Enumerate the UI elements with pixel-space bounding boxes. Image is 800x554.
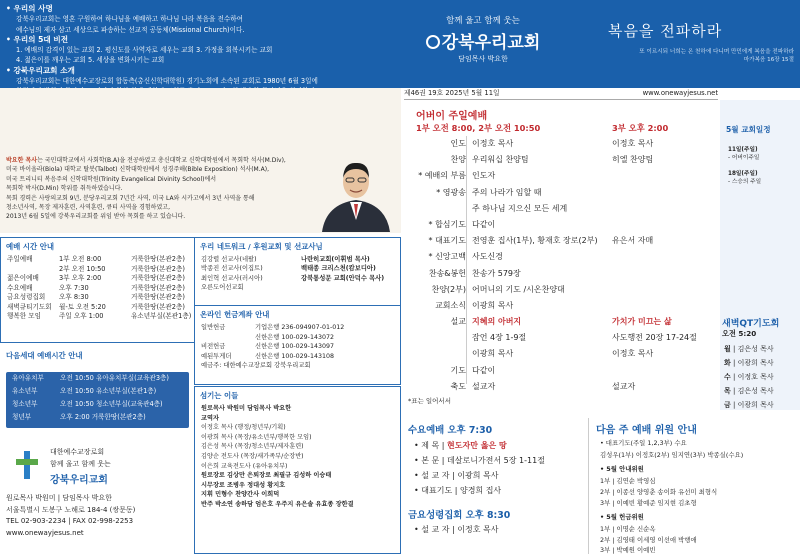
order-value: 전영훈 집사(1부), 황재호 장로(2부)	[472, 236, 598, 246]
address-line: TEL 02-903-2234 | FAX 02-998-2253	[6, 517, 134, 525]
cross-icon	[16, 451, 38, 479]
qt-day: 목	[724, 387, 731, 395]
order-row	[408, 136, 718, 152]
section-divider	[588, 418, 589, 554]
order-label: 찬양	[450, 155, 466, 165]
schedule-name: 행복한 모임	[7, 312, 41, 320]
order-value: 우리워십 찬양팀	[472, 155, 529, 165]
pastor-photo	[312, 154, 400, 232]
nextgen-time: 오전 10:50	[60, 374, 94, 382]
address-line: 원로목사 박원미 | 담임목사 박요한	[6, 494, 112, 502]
offering-account: 236-094907-01-012	[281, 324, 345, 331]
wednesday-sermon-title: 현도자만 옳은 땅	[447, 441, 507, 450]
monthly-title: 5월 교회일정	[726, 125, 771, 134]
minister-row: 이광희 목사 (목장/유소년부/행복한 모임)	[201, 433, 312, 441]
order-value: 주의 나라가 임할 때	[472, 187, 542, 197]
next-week-line: 2부 | 이종선 양영춘 송이화 유선미 최형식	[600, 488, 718, 496]
order-value: 이광희 목사	[472, 349, 514, 359]
order-label: 교회소식	[435, 300, 466, 310]
wednesday-row: • 제 목 | 현도자만 옳은 땅	[414, 441, 507, 450]
wednesday-label: • 설 교 자	[414, 471, 450, 480]
order-label: 기도	[450, 365, 466, 375]
network-item: 박종진 선교사(이집트)	[201, 265, 263, 273]
next-week-title: 다음 주 예배 위원 안내	[596, 425, 697, 436]
minister-row: 교역자	[201, 414, 219, 422]
worship-order	[408, 136, 718, 395]
order-value: 이광희 목사	[472, 300, 514, 310]
schedule-row	[1, 303, 197, 313]
nextgen-schedule	[6, 372, 189, 428]
order-row	[408, 282, 718, 298]
order-value-3rd: 이정호 목사	[612, 139, 654, 148]
nextgen-name: 유소년부	[12, 387, 38, 395]
network-row	[195, 264, 400, 273]
website-link[interactable]: www.onewayjesus.net	[642, 89, 718, 97]
minister-row: 원로장로 김상만 은퇴장로 최필규 김성하 이승태	[201, 472, 332, 480]
ministers-box	[194, 386, 401, 554]
offering-category: 비전헌금	[201, 343, 226, 350]
offering-holder: 예금주: 대한예수교장로회 강북우리교회	[201, 362, 311, 369]
pastor-line: 미국 트리니티 복음주의 신학대학원(Trinity Evangelical Divinity School)에서	[6, 175, 217, 183]
mission-line: 예수님의 제자 삼고 세상으로 파송하는 선교적 공동체(Missional Church)이다.	[16, 25, 245, 34]
schedule-place: 거룩한땅(본관2층)	[131, 264, 185, 273]
next-week-line: 김성우(1부) 이정호(2부) 임지연(3부) 박종실(수요)	[600, 451, 744, 459]
order-value: 이정호 목사	[472, 139, 514, 148]
order-value: 찬송가 579장	[472, 268, 521, 278]
offering-title: 온라인 헌금계좌 안내	[200, 310, 270, 319]
order-label: 찬양(2부)	[431, 284, 466, 294]
network-item: 김강렬 선교사(네팔)	[201, 256, 257, 263]
monthly-item	[728, 170, 761, 186]
next-week-line: 3부 | 이예빈 황예준 임지현 김초형	[600, 499, 697, 507]
network-row	[195, 255, 400, 264]
order-label: 찬송&봉헌	[428, 268, 466, 278]
pastor-line: 미국 바이올라(Biola) 대학교 탈봇(Talbot) 신학대학원에서 성경주해(Bible Exposition) 석사(M.A),	[6, 166, 269, 174]
offering-row	[195, 333, 400, 343]
qt-row: 금 | 이광희 목사	[724, 401, 774, 409]
intro-title: • 강북우리교회 소개	[6, 65, 75, 75]
offering-row	[195, 323, 400, 333]
monthly-text: - 스승의 주일	[728, 179, 762, 185]
wednesday-row: • 대표기도 | 양경희 집사	[414, 486, 502, 495]
qt-name: 김은성 목사	[737, 387, 774, 395]
minister-row: 반주 박소연 송하담 엄은호 우주지 유은솔 유효종 장한결	[201, 500, 354, 508]
qt-row: 수 | 이정호 목사	[724, 373, 774, 381]
next-week-line: • 5월 안내위원	[600, 465, 644, 473]
schedule-place: 거룩한땅(본관2층)	[131, 302, 185, 311]
nextgen-name: 유아유치부	[12, 374, 44, 382]
next-week-line: 2부 | 김영태 이세영 이선애 박행애	[600, 536, 697, 544]
nextgen-time: 오전 10:50	[60, 387, 94, 395]
gospel-verse	[566, 48, 794, 64]
order-label: * 예배의 부름	[418, 171, 466, 181]
worship-schedule	[0, 237, 198, 343]
order-row	[408, 152, 718, 168]
offering-account: 100-029-143072	[281, 333, 334, 341]
logo-pastor: 담임목사 박요한	[458, 55, 508, 63]
schedule-row	[1, 274, 197, 284]
friday-title: 금요성령집회 오후 8:30	[408, 510, 511, 521]
offering-row	[195, 352, 400, 362]
network-item: 오른도어선교회	[201, 284, 244, 292]
wednesday-value: 데살로니가전서 5장 1-11절	[447, 456, 545, 465]
network-row	[195, 274, 400, 283]
wednesday-row: • 본 문 | 데살로니가전서 5장 1-11절	[414, 456, 545, 465]
network-item: 나란히교회(이휘범 목사)	[301, 256, 370, 263]
schedule-row	[1, 293, 197, 303]
schedule-row	[1, 284, 197, 294]
schedule-row	[1, 312, 197, 322]
pastor-line: 목회 경력은 사랑의교회 9년, 분당우리교회 7년간 사역, 미국 LA와 시카고에서 3년 사역을 통해	[6, 194, 255, 202]
mission-line: 강북우리교회는 영혼 구원하여 하나님을 예배하고 하나님 나라 복음을 전수하여	[16, 15, 243, 24]
minister-row: 이정호 목사 (행정/청년부/기획)	[201, 424, 286, 432]
nextgen-place: 거룩한땅(본관2층)	[91, 413, 146, 421]
gospel-title: 복음을 전파하라	[608, 22, 723, 40]
nextgen-place: 청소년부실(교육관4층)	[95, 400, 163, 408]
pastor-line: 청소년사역, 목장 제자훈련, 사역훈련, 큐티 사역을 경험하였고,	[6, 204, 170, 212]
order-value: 어머니의 기도 /시온찬양대	[472, 284, 565, 294]
next-week-line: 1부 | 김연순 박영심	[600, 477, 656, 485]
friday-value: 이정호 목사	[457, 525, 499, 534]
order-row	[408, 168, 718, 184]
schedule-name: 금요성령집회	[7, 293, 46, 301]
qt-title: 새벽QT기도회	[722, 319, 780, 329]
next-week-line: 1부 | 이명순 신순옥	[600, 525, 656, 533]
schedule-place: 거룩한땅(본관2층)	[131, 255, 185, 263]
worship-col2-head: 3부 오후 2:00	[612, 123, 669, 133]
order-label: * 영광송	[436, 187, 466, 197]
order-row	[408, 249, 718, 265]
network-item: 최인혁 선교사(러시아)	[201, 274, 263, 282]
offering-row	[195, 342, 400, 352]
church-name: 강북우리교회	[50, 475, 108, 486]
pastor-line: 2013년 6월 5일에 강북우리교회를 위임 받아 목회를 하고 있습니다.	[6, 213, 186, 221]
wednesday-row: • 설 교 자 | 이광희 목사	[414, 471, 499, 480]
offering-bank: 기업은행	[255, 324, 280, 331]
sermon-title: 지혜의 아버지	[472, 317, 522, 327]
schedule-title: 예배 시간 안내	[6, 242, 54, 251]
pastor-intro	[6, 156, 306, 222]
minister-row: 원로목사 박원미 담임목사 박요한	[201, 405, 292, 412]
qt-row: 목 | 김은성 목사	[724, 387, 774, 395]
next-week-line: • 대표기도(주일 1,2,3부) 수요	[600, 439, 687, 447]
church-address	[6, 493, 135, 539]
address-line: 서울특별시 도봉구 노해로 184-4 (쌍문동)	[6, 505, 136, 514]
minister-row: 시무장로 조병우 정대성 황지호	[201, 481, 286, 489]
schedule-time: 1부 오전 8:00	[59, 255, 102, 263]
schedule-name: 주일예배	[7, 255, 33, 263]
order-row	[408, 266, 718, 282]
pastor-photo-illustration	[312, 154, 400, 232]
nextgen-time: 오전 10:50	[60, 400, 94, 408]
qt-row: 화 | 이광희 목사	[724, 359, 774, 367]
standing-note: *표는 일어서서	[408, 397, 451, 405]
schedule-place: 거룩한땅(본관2층)	[131, 293, 185, 301]
minister-row: 이은희 교육전도사 (유아유치부)	[201, 462, 288, 470]
schedule-time: 오후 7:30	[59, 283, 89, 292]
issue-bar	[404, 86, 718, 100]
order-label: 축도	[450, 381, 466, 391]
order-label: * 대표기도	[428, 236, 466, 246]
intro-line: 강북우리교회는 대한예수교장로회 합동측(총신신학대학원) 경기노회에 소속된 교회로 1980년 6월 3일에	[16, 77, 318, 86]
schedule-row	[1, 265, 197, 275]
nextgen-row	[6, 411, 189, 424]
vision-line: 1. 예배의 감격이 있는 교회 2. 평신도를 사역자로 세우는 교회 3. 가정을 회복시키는 교회	[16, 46, 273, 55]
schedule-row	[1, 255, 197, 265]
nextgen-name: 청년부	[12, 413, 32, 421]
pastor-line: 목회학 박사(D.Min) 학위를 취득하였습니다.	[6, 185, 123, 193]
wednesday-value: 이광희 목사	[457, 471, 499, 480]
schedule-time: 3부 오후 2:00	[59, 274, 102, 282]
offering-category: 일반헌금	[201, 324, 226, 331]
order-value-3rd: 히엘 찬양팀	[612, 155, 654, 165]
qt-name: 이정호 목사	[737, 373, 774, 381]
schedule-time: 주일 오후 1:00	[59, 312, 104, 320]
offering-bank: 신한은행	[255, 333, 280, 341]
minister-row: 지휘 민형수 찬양간사 이희덕	[201, 491, 280, 499]
schedule-time: 2부 오전 10:50	[59, 264, 106, 273]
nextgen-place: 유아유치부실(교육관3층)	[95, 374, 169, 382]
order-value: 주 하나님 지으신 모든 세계	[472, 203, 568, 213]
network-title: 우리 네트워크 / 후원교회 및 선교사님	[200, 242, 323, 251]
offering-bank: 신한은행	[255, 352, 280, 360]
nextgen-time: 오후 2:00	[60, 413, 90, 421]
qt-name: 이광희 목사	[737, 359, 774, 367]
minister-row: 김은성 목사 (목장/청소년부/제자훈련)	[201, 443, 304, 451]
order-value: 다같이	[472, 219, 496, 229]
sermon-title-3rd: 가치가 미끄는 삶	[612, 317, 672, 327]
friday-label: • 설 교 자	[414, 525, 450, 534]
nextgen-row	[6, 385, 189, 398]
order-row	[408, 201, 718, 217]
schedule-name: 새벽큐티기도회	[7, 302, 52, 311]
schedule-place: 거룩한땅(본관2층)	[131, 274, 185, 282]
order-value: 인도자	[472, 171, 496, 181]
wednesday-label: • 대표기도	[414, 486, 453, 495]
pastor-line	[6, 156, 306, 165]
order-value: 다같이	[472, 365, 496, 375]
order-value-3rd: 사도행전 20장 17-24절	[612, 333, 697, 343]
order-row	[408, 363, 718, 379]
schedule-name: 수요예배	[7, 283, 33, 292]
logo-main-text: 강북우리교회	[441, 33, 541, 53]
next-week-line: 3부 | 박예원 이예빈	[600, 546, 656, 554]
vision-title: • 우리의 5대 비전	[6, 34, 69, 44]
pastor-name: 박요한 목사	[6, 157, 38, 164]
order-row-sermon	[408, 314, 718, 330]
offering-account: 100-029-143097	[281, 343, 334, 350]
qt-box	[722, 316, 779, 339]
church-denomination: 대한예수교장로회	[50, 448, 105, 456]
schedule-time: 월-토 오전 5:20	[59, 302, 106, 311]
worship-col1-head: 1부 오전 8:00, 2부 오전 10:50	[416, 123, 541, 133]
nextgen-row	[6, 398, 189, 411]
vision-line: 4. 젊은이를 깨우는 교회 5. 세상을 변화시키는 교회	[16, 56, 165, 65]
order-row	[408, 330, 718, 346]
issue-number: 제46권 19호 2025년 5월 11일	[404, 89, 500, 97]
verse-ref: 마가복음 16장 15절	[743, 57, 794, 63]
monthly-date: 11일(주일)	[728, 147, 758, 153]
website-link[interactable]: www.onewayjesus.net	[6, 528, 84, 537]
network-item: 백태종 크리스천(캄보디아)	[301, 265, 376, 273]
ministers-title: 섬기는 이들	[200, 391, 239, 400]
order-row	[408, 185, 718, 201]
nextgen-place: 유소년부실(본관1층)	[95, 387, 157, 395]
order-value-3rd: 이정호 목사	[612, 349, 654, 359]
wednesday-title: 수요예배 오후 7:30	[408, 425, 493, 436]
qt-row: 월 | 김은성 목사	[724, 345, 774, 353]
wednesday-label: • 제 목	[414, 441, 440, 450]
qt-name: 이광희 목사	[737, 401, 774, 409]
offering-account: 100-029-143108	[281, 352, 334, 360]
network-item: 강북통성문 교회(안덕수 목사)	[301, 274, 385, 282]
qt-day: 월	[724, 345, 731, 353]
friday-row: • 설 교 자 | 이정호 목사	[414, 525, 499, 534]
qt-time: 오전 5:20	[722, 329, 757, 338]
order-label: * 합심기도	[428, 219, 466, 229]
order-value: 사도신경	[472, 252, 503, 262]
order-row	[408, 346, 718, 362]
order-row	[408, 217, 718, 233]
wednesday-value: 양경희 집사	[459, 486, 502, 495]
logo-name	[408, 28, 558, 53]
wednesday-label: • 본 문	[414, 456, 440, 465]
schedule-time: 오후 8:30	[59, 293, 89, 301]
order-value-3rd: 유은서 자매	[612, 236, 654, 246]
order-label: * 신앙고백	[428, 252, 466, 262]
order-value-3rd: 설교자	[612, 381, 636, 391]
offering-bank: 신한은행	[255, 343, 280, 350]
offering-box	[194, 305, 401, 385]
order-row	[408, 379, 718, 395]
nextgen-row	[6, 372, 189, 385]
nextgen-title: 다음세대 예배시간 안내	[6, 351, 83, 360]
church-logo	[408, 14, 558, 64]
monthly-text: - 어버이주일	[728, 155, 760, 161]
nextgen-name: 청소년부	[12, 400, 38, 408]
network-row	[195, 283, 400, 292]
order-value: 잠언 4장 1-9절	[472, 333, 527, 343]
qt-day: 수	[724, 373, 731, 381]
schedule-place: 거룩한땅(본관2층)	[131, 283, 185, 292]
verse-line: 또 이르시되 너희는 온 천하에 다니며 만민에게 복음을 전파하라	[639, 49, 794, 55]
order-value: 설교자	[472, 381, 496, 391]
offering-category: 예된투게더	[201, 352, 232, 360]
order-label: 설교	[450, 317, 466, 327]
next-week-line: • 5월 헌금위원	[600, 513, 644, 521]
order-row	[408, 233, 718, 249]
qt-day: 금	[724, 401, 731, 409]
schedule-place: 유소년부실(본관1층)	[131, 312, 192, 320]
logo-subtitle: 함께 울고 함께 웃는	[446, 16, 520, 26]
order-row	[408, 298, 718, 314]
schedule-name: 젊은이예배	[7, 274, 39, 282]
mission-title: • 우리의 사명	[6, 4, 53, 13]
network-box	[194, 237, 401, 307]
church-emblem-icon	[426, 35, 440, 49]
church-motto: 함께 울고 함께 웃는	[50, 460, 111, 468]
monthly-item	[728, 146, 759, 162]
worship-title: 어버이 주일예배	[416, 111, 488, 122]
qt-day: 화	[724, 359, 731, 367]
order-label: 인도	[450, 139, 466, 148]
monthly-date: 18일(주일)	[728, 171, 758, 177]
minister-row: 김양순 전도사 (목장/새가족부/순장반)	[201, 452, 304, 460]
qt-name: 김은성 목사	[737, 345, 774, 353]
pastor-line-text: 는 국민대학교에서 사회학(B.A)을 전공하였고 총신대학교 신학대학원에서 목회학 석사(M.Div),	[37, 157, 286, 164]
